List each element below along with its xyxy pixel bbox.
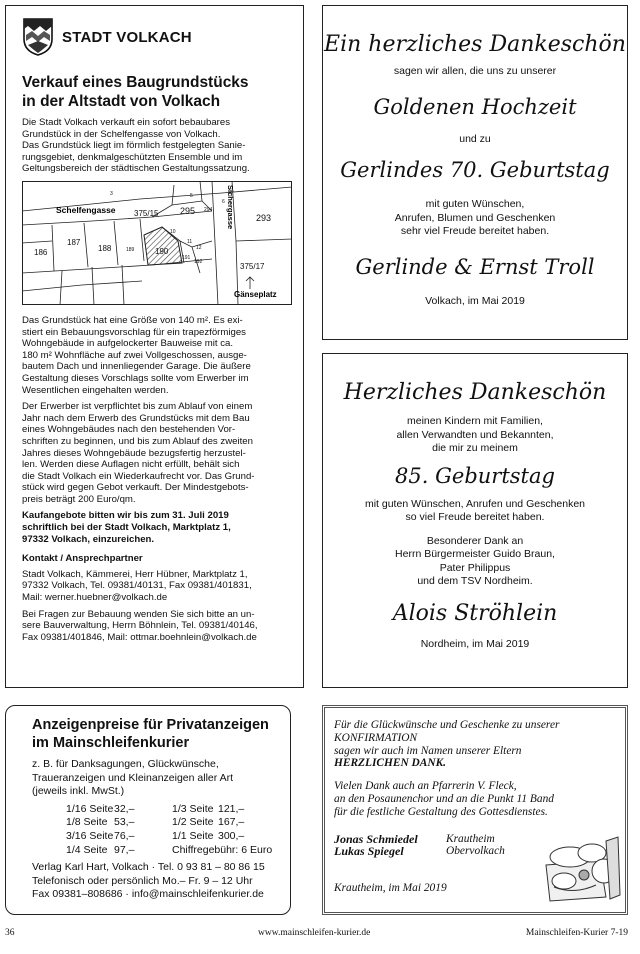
text-line: die mir zu meinem [432,442,518,454]
street-sichergasse: Sichergasse [226,184,235,230]
parcel-label: 187 [67,237,81,247]
text-line: für die festliche Gestaltung des Gottesdienstes. [334,805,548,818]
table-cell: 300,– [218,829,245,842]
table-cell: Chiffregebühr: 6 Euro [172,843,273,856]
text-line: Bei Fragen zur Bebauung wenden Sie sich bitte an un- [22,608,255,620]
prices-title [32,716,276,752]
parcel-label: 375/17 [240,261,265,271]
text-line: Besonderer Dank an [426,534,524,547]
text-line: Verlag Karl Hart, Volkach · Tel. 0 93 81 – 80 86 15 [32,861,265,874]
parcel-label: 190 [155,246,169,256]
table-row [66,830,272,844]
parcel-label: 192 [194,258,203,265]
volkach-body-2 [22,401,291,505]
hochzeit-wishes [323,198,627,239]
confirmation-thanks-ad [322,705,628,915]
text-line: z. B. für Danksagungen, Glückwünsche, [32,758,219,770]
text-line: 97332 Volkach, Tel. 09381/40131, Fax 09381/401831, [22,580,252,592]
table-cell: 1/2 Seite [172,816,214,829]
table-cell: 32,– [114,802,135,815]
text-line: Stadt Volkach, Kämmerei, Herr Hübner, Marktplatz 1, [22,568,248,580]
text-line: Das Grundstück hat eine Größe von 140 m². Es exi- [22,314,243,326]
text-line: Telefonisch oder persönlich Mo.– Fr. 9 – 12 Uhr [32,874,253,887]
volkach-header [22,15,291,59]
hochzeit-event: Goldenen Hochzeit [373,94,577,119]
parcel-label: 295 [180,205,196,216]
table-cell: 121,– [218,802,245,815]
text-line: Mail: werner.huebner@volkach.de [22,592,168,604]
text-line: KONFIRMATION [334,731,418,744]
footer-url: www.mainschleifen-kurier.de [258,928,371,938]
volkach-property-ad [5,5,304,688]
title-line: in der Altstadt von Volkach [22,93,221,110]
table-cell: 97,– [114,843,135,856]
geburtstag-headline: Herzliches Dankeschön [343,380,607,405]
geburtstag-wishes [323,498,627,525]
hochzeit-line: sagen wir allen, die uns zu unserer [393,65,557,77]
text-line: sere Bauverwaltung, Herrn Böhnlein, Tel. 09381/40146, [22,620,258,632]
parcel-label: 188 [98,243,112,253]
parcel-label: 375/15 [134,208,159,218]
text-line: Für die Glückwünsche und Geschenke zu unserer [334,719,560,731]
volkach-city-name: STADT VOLKACH [62,28,192,46]
volkach-offer-deadline [22,510,291,545]
parcel-label: 11 [187,238,193,245]
text-line: Die Stadt Volkach verkauft ein sofort bebaubares [22,117,230,128]
text-line: Fax 09381/401846, Mail: ottmar.boehnlein@volkach.de [22,631,257,643]
text-line: Grundstück in der Schelfengasse von Volkach. [22,128,221,140]
hochzeit-signature: Gerlinde & Ernst Troll [355,254,595,279]
text-line: mit guten Wünschen, Anrufen und Geschenken [364,497,586,510]
geburtstag-special-thanks [323,535,627,589]
volkach-contact [22,569,291,604]
text-line: preis beträgt 200 Euro/qm. [22,493,136,505]
text-line: und dem TSV Nordheim. [417,575,533,587]
text-line: 180 m² Wohnfläche auf zwei Vollgeschossen, ausge- [22,349,247,361]
text-line: 97332 Volkach, einzureichen. [22,533,155,545]
table-cell: 76,– [114,829,135,842]
parcel-label: 294 [204,206,213,213]
text-line: HERZLICHEN DANK. [334,757,447,770]
volkach-questions [22,609,291,644]
text-line: stiert ein Bebauungsvorschlag für ein trapezförmiges [22,326,246,338]
text-line: Das Grundstück liegt im förmlich festgelegten Sanie- [22,140,246,152]
parcel-label: 5 [190,192,193,199]
volkach-ad-title [22,73,291,111]
text-line: so viel Freude bereitet haben. [405,511,545,523]
text-line: stück wird gegen Gebot verkauft. Der Mindestgebots- [22,482,249,494]
text-line: (jeweils inkl. MwSt.) [32,785,125,798]
text-line: mit guten Wünschen, [425,198,525,210]
price-table [66,803,272,857]
text-line: Jahres dieses Wohngebäude bezugsfertig herzustel- [22,447,246,459]
text-line: Gestaltung dieses Vorschlags sollte vom Erwerber im [22,372,249,384]
text-line: Wohngebäude in aufgelockerter Bauweise mit ca. [22,338,234,350]
hochzeit-place-date: Volkach, im Mai 2019 [425,294,525,307]
hochzeit-und: und zu [459,132,491,145]
text-line: sehr viel Freude bereitet haben. [400,225,550,237]
geburtstag-signature: Alois Ströhlein [392,600,558,626]
bread-basket-illustration-icon [540,835,622,905]
text-line: Geltungsbereich der städtischen Gestaltungssatzung. [22,163,250,175]
text-line: Kaufangebote bitten wir bis zum 31. Juli 2019 [22,510,229,522]
table-cell: 53,– [114,816,135,829]
text-line: Der Erwerber ist verpflichtet bis zum Ablauf von einem [22,401,253,413]
parcel-label: 6 [222,198,225,205]
table-cell: 3/16 Seite [66,829,114,842]
prices-contact [32,861,276,902]
text-line: sagen wir auch im Namen unserer Eltern [334,744,522,757]
text-line: rungsgebiet, denkmalgeschützten Ensemble und im [22,151,243,163]
text-line: bautem Dach und innenliegender Garage. Die äußere [22,361,251,373]
text-line: Vielen Dank auch an Pfarrerin V. Fleck, [334,780,517,793]
text-line: Jahr nach dem Erwerb des Grundstücks mit dem Bau [22,412,250,424]
footer-issue: Mainschleifen-Kurier 7-19 [525,928,628,938]
volkach-contact-heading: Kontakt / Ansprechpartner [22,553,143,565]
text-line: schriftlich bei der Stadt Volkach, Marktplatz 1, [22,522,231,534]
text-line: Traueranzeigen und Kleinanzeigen aller Art [32,771,233,784]
parcel-map [22,181,292,305]
street-schelfengasse: Schelfengasse [56,204,116,215]
table-row [66,844,272,858]
hochzeit-headline: Ein herzliches Dankeschön [324,32,626,57]
text-line: an den Posaunenchor und an die Punkt 11 Band [334,792,554,805]
title-line: im Mainschleifenkurier [32,735,190,751]
title-line: Verkauf eines Baugrundstücks [22,74,249,91]
birthday-thanks-ad [322,353,628,688]
text-line: Wesentlichen eingehalten werden. [22,384,169,396]
text-line: Pater Philippus [439,561,511,574]
confirmand-town: Obervolkach [446,845,505,858]
text-line: eines Wohngebäudes nach den bestehenden Vor- [22,424,236,436]
table-row [66,803,272,817]
parcel-label: 189 [126,246,135,253]
table-cell: 1/1 Seite [172,829,214,842]
geburtstag-event: 85. Geburtstag [395,463,555,488]
prices-intro [32,758,276,799]
table-cell: 1/4 Seite [66,843,108,856]
confirmand-town: Krautheim [446,832,495,845]
title-line: Anzeigenpreise für Privatanzeigen [32,717,269,733]
table-cell: 1/3 Seite [172,802,214,815]
text-line: len. Werden diese Auflagen nicht erfüllt, behält sich [22,459,240,471]
table-row [66,816,272,830]
parcel-label: 186 [34,247,48,257]
ad-prices-box [5,705,291,915]
parcel-label: 10 [170,228,176,235]
table-cell: 1/8 Seite [66,816,108,829]
text-line: meinen Kindern mit Familien, [407,415,543,427]
text-line: allen Verwandten und Bekannten, [396,428,554,441]
volkach-crest-icon [22,17,54,57]
square-gaenseplatz: Gänseplatz [234,289,277,299]
page-number: 36 [5,928,15,938]
parcel-label: 191 [182,254,191,261]
hochzeit-birthday-event: Gerlindes 70. Geburtstag [340,158,610,182]
confirmand-name: Lukas Spiegel [334,844,404,859]
geburtstag-recipients [323,415,627,456]
table-cell: 1/16 Seite [66,802,114,815]
table-cell: 167,– [218,816,245,829]
geburtstag-place-date: Nordheim, im Mai 2019 [420,637,530,650]
parcel-label: 12 [196,244,202,251]
text-line: Anrufen, Blumen und Geschenken [394,211,556,224]
text-line: die Stadt Volkach ein Wiederkaufrecht vor. Das Grund- [22,470,255,482]
confirmand-name: Jonas Schmiedel [334,831,418,846]
parcel-label: 3 [110,190,113,197]
confirmation-place-date: Krautheim, im Mai 2019 [334,882,447,895]
golden-wedding-thanks-ad [322,5,628,340]
volkach-intro [22,117,291,175]
text-line: schriften zu beginnen, und bis zum Ablauf des zweiten [22,435,253,447]
text-line: Herrn Bürgermeister Guido Braun, [395,548,555,560]
volkach-body-1 [22,315,291,396]
text-line: Fax 09381–808686 · info@mainschleifenkurier.de [32,888,264,901]
parcel-label: 293 [256,212,272,223]
